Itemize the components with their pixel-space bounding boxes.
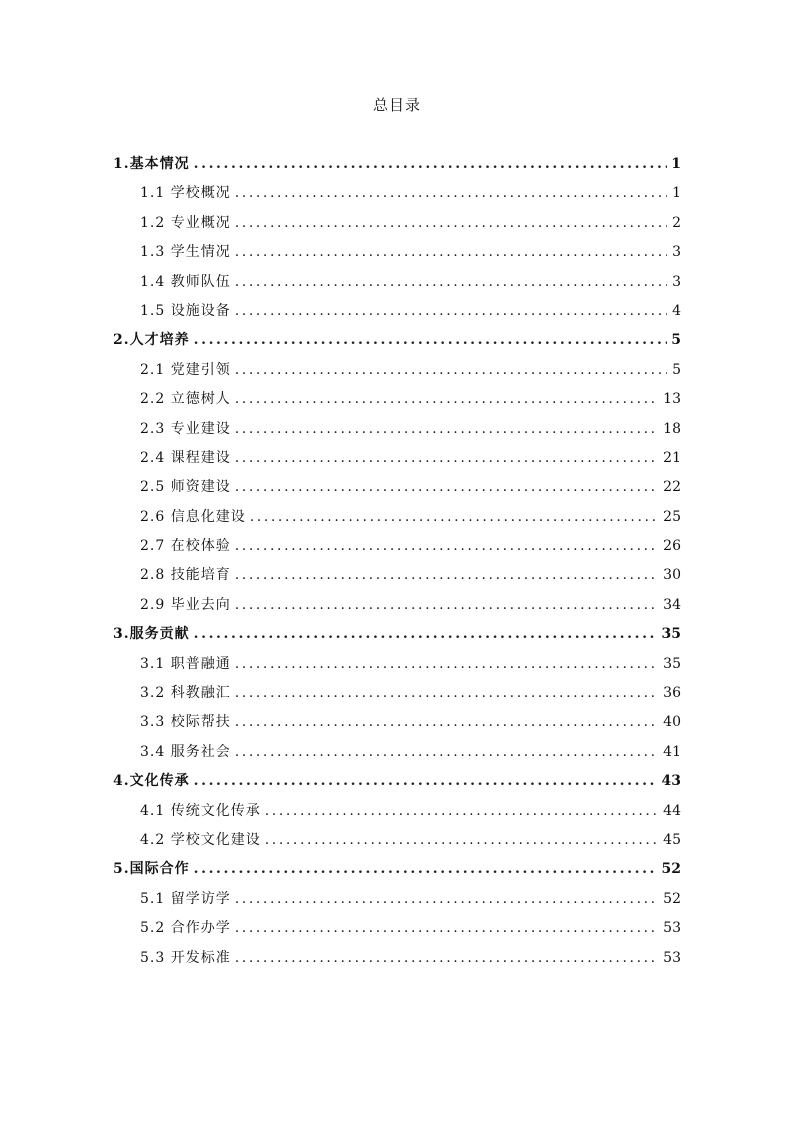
toc-dot-leader bbox=[235, 708, 659, 737]
toc-page-number: 5 bbox=[671, 332, 681, 349]
toc-entry-label: 5.1 留学访学 bbox=[140, 890, 231, 907]
toc-entry-label: 2.6 信息化建设 bbox=[140, 508, 246, 525]
toc-page-number: 34 bbox=[663, 596, 681, 613]
toc-entry-label: 5.3 开发标准 bbox=[140, 949, 231, 966]
toc-dot-leader bbox=[235, 885, 659, 914]
toc-entry-label: 1.4 教师队伍 bbox=[140, 273, 231, 290]
toc-dot-leader bbox=[235, 561, 659, 590]
toc-dot-leader bbox=[265, 797, 659, 826]
toc-page-number: 1 bbox=[672, 185, 681, 202]
toc-subsection-entry[interactable] bbox=[113, 415, 681, 444]
toc-dot-leader bbox=[235, 238, 667, 267]
toc-page-number: 52 bbox=[661, 861, 681, 878]
toc-dot-leader bbox=[235, 209, 667, 238]
toc-page-number: 52 bbox=[663, 890, 681, 907]
toc-entry-label: 1.基本情况 bbox=[113, 156, 190, 172]
toc-entry-label: 2.2 立德树人 bbox=[140, 391, 231, 408]
toc-dot-leader bbox=[235, 179, 667, 208]
toc-subsection-entry[interactable] bbox=[113, 385, 681, 414]
toc-page-number: 35 bbox=[663, 655, 681, 672]
toc-dot-leader bbox=[235, 944, 659, 973]
toc-dot-leader bbox=[235, 738, 659, 767]
toc-dot-leader bbox=[235, 650, 659, 679]
toc-dot-leader bbox=[194, 767, 658, 796]
toc-page-number: 35 bbox=[661, 626, 681, 643]
toc-page-number: 25 bbox=[663, 508, 681, 525]
toc-entry-label: 3.2 科教融汇 bbox=[140, 685, 231, 702]
toc-entry-label: 3.3 校际帮扶 bbox=[140, 714, 231, 731]
toc-subsection-entry[interactable] bbox=[113, 268, 681, 297]
toc-dot-leader bbox=[235, 415, 659, 444]
toc-dot-leader bbox=[194, 855, 658, 884]
toc-entry-label: 4.文化传承 bbox=[113, 773, 190, 790]
toc-subsection-entry[interactable] bbox=[113, 561, 681, 590]
toc-subsection-entry[interactable] bbox=[113, 473, 681, 502]
toc-page-number: 22 bbox=[663, 479, 681, 496]
toc-page-number: 40 bbox=[663, 714, 681, 731]
toc-page-number: 13 bbox=[663, 391, 681, 408]
toc-dot-leader bbox=[194, 326, 667, 355]
toc-page-number: 36 bbox=[663, 685, 681, 702]
toc-entry-label: 5.国际合作 bbox=[113, 861, 190, 878]
toc-section-entry[interactable] bbox=[113, 150, 681, 179]
toc-dot-leader bbox=[235, 473, 659, 502]
toc-entry-label: 3.1 职普融通 bbox=[140, 655, 231, 672]
toc-dot-leader bbox=[265, 826, 659, 855]
toc-dot-leader bbox=[235, 297, 667, 326]
toc-page-number: 45 bbox=[663, 831, 681, 848]
toc-subsection-entry[interactable] bbox=[113, 532, 681, 561]
toc-page-number: 41 bbox=[663, 743, 681, 760]
toc-dot-leader bbox=[235, 356, 667, 385]
toc-entry-label: 2.7 在校体验 bbox=[140, 538, 231, 555]
toc-entry-label: 4.1 传统文化传承 bbox=[140, 802, 261, 819]
toc-page-number: 2 bbox=[672, 214, 681, 231]
toc-entry-label: 2.9 毕业去向 bbox=[140, 596, 231, 613]
toc-subsection-entry[interactable] bbox=[113, 738, 681, 767]
toc-section-entry[interactable] bbox=[113, 855, 681, 884]
toc-section-entry[interactable] bbox=[113, 767, 681, 796]
toc-subsection-entry[interactable] bbox=[113, 944, 681, 973]
toc-subsection-entry[interactable] bbox=[113, 826, 681, 855]
toc-subsection-entry[interactable] bbox=[113, 708, 681, 737]
toc-subsection-entry[interactable] bbox=[113, 797, 681, 826]
toc-dot-leader bbox=[235, 385, 659, 414]
toc-subsection-entry[interactable] bbox=[113, 444, 681, 473]
toc-subsection-entry[interactable] bbox=[113, 356, 681, 385]
toc-subsection-entry[interactable] bbox=[113, 650, 681, 679]
toc-page-number: 53 bbox=[663, 920, 681, 937]
toc-dot-leader bbox=[235, 679, 659, 708]
toc-entry-label: 1.5 设施设备 bbox=[140, 302, 231, 319]
table-of-contents bbox=[113, 150, 681, 973]
toc-entry-label: 2.3 专业建设 bbox=[140, 420, 231, 437]
toc-dot-leader bbox=[235, 268, 667, 297]
toc-subsection-entry[interactable] bbox=[113, 503, 681, 532]
toc-dot-leader bbox=[194, 620, 658, 649]
toc-section-entry[interactable] bbox=[113, 326, 681, 355]
toc-page-number: 44 bbox=[663, 802, 681, 819]
toc-page-number: 4 bbox=[672, 302, 681, 319]
toc-entry-label: 2.8 技能培育 bbox=[140, 567, 231, 584]
toc-page-number: 3 bbox=[672, 273, 681, 290]
toc-entry-label: 2.1 党建引领 bbox=[140, 361, 231, 378]
toc-page-number: 18 bbox=[663, 420, 681, 437]
toc-page-number: 3 bbox=[672, 244, 681, 261]
toc-dot-leader bbox=[235, 591, 659, 620]
toc-dot-leader bbox=[250, 503, 659, 532]
toc-subsection-entry[interactable] bbox=[113, 591, 681, 620]
toc-subsection-entry[interactable] bbox=[113, 179, 681, 208]
toc-subsection-entry[interactable] bbox=[113, 885, 681, 914]
toc-entry-label: 1.2 专业概况 bbox=[140, 214, 231, 231]
toc-page-number: 53 bbox=[663, 949, 681, 966]
page-title: 总目录 bbox=[372, 96, 421, 114]
toc-page-number: 43 bbox=[661, 773, 681, 790]
toc-page-number: 1 bbox=[671, 156, 681, 172]
toc-page-number: 21 bbox=[663, 449, 681, 466]
toc-subsection-entry[interactable] bbox=[113, 238, 681, 267]
toc-dot-leader bbox=[235, 444, 659, 473]
toc-entry-label: 2.4 课程建设 bbox=[140, 449, 231, 466]
toc-entry-label: 1.3 学生情况 bbox=[140, 244, 231, 261]
toc-subsection-entry[interactable] bbox=[113, 914, 681, 943]
toc-entry-label: 1.1 学校概况 bbox=[140, 185, 231, 202]
toc-subsection-entry[interactable] bbox=[113, 679, 681, 708]
toc-subsection-entry[interactable] bbox=[113, 209, 681, 238]
toc-section-entry[interactable] bbox=[113, 620, 681, 649]
toc-entry-label: 5.2 合作办学 bbox=[140, 920, 231, 937]
toc-entry-label: 3.服务贡献 bbox=[113, 626, 190, 643]
toc-dot-leader bbox=[194, 150, 667, 179]
toc-dot-leader bbox=[235, 532, 659, 561]
toc-entry-label: 2.人才培养 bbox=[113, 332, 190, 349]
toc-entry-label: 3.4 服务社会 bbox=[140, 743, 231, 760]
toc-subsection-entry[interactable] bbox=[113, 297, 681, 326]
toc-page-number: 26 bbox=[663, 538, 681, 555]
toc-dot-leader bbox=[235, 914, 659, 943]
toc-page-number: 5 bbox=[672, 361, 681, 378]
toc-entry-label: 2.5 师资建设 bbox=[140, 479, 231, 496]
toc-entry-label: 4.2 学校文化建设 bbox=[140, 831, 261, 848]
toc-page-number: 30 bbox=[663, 567, 681, 584]
